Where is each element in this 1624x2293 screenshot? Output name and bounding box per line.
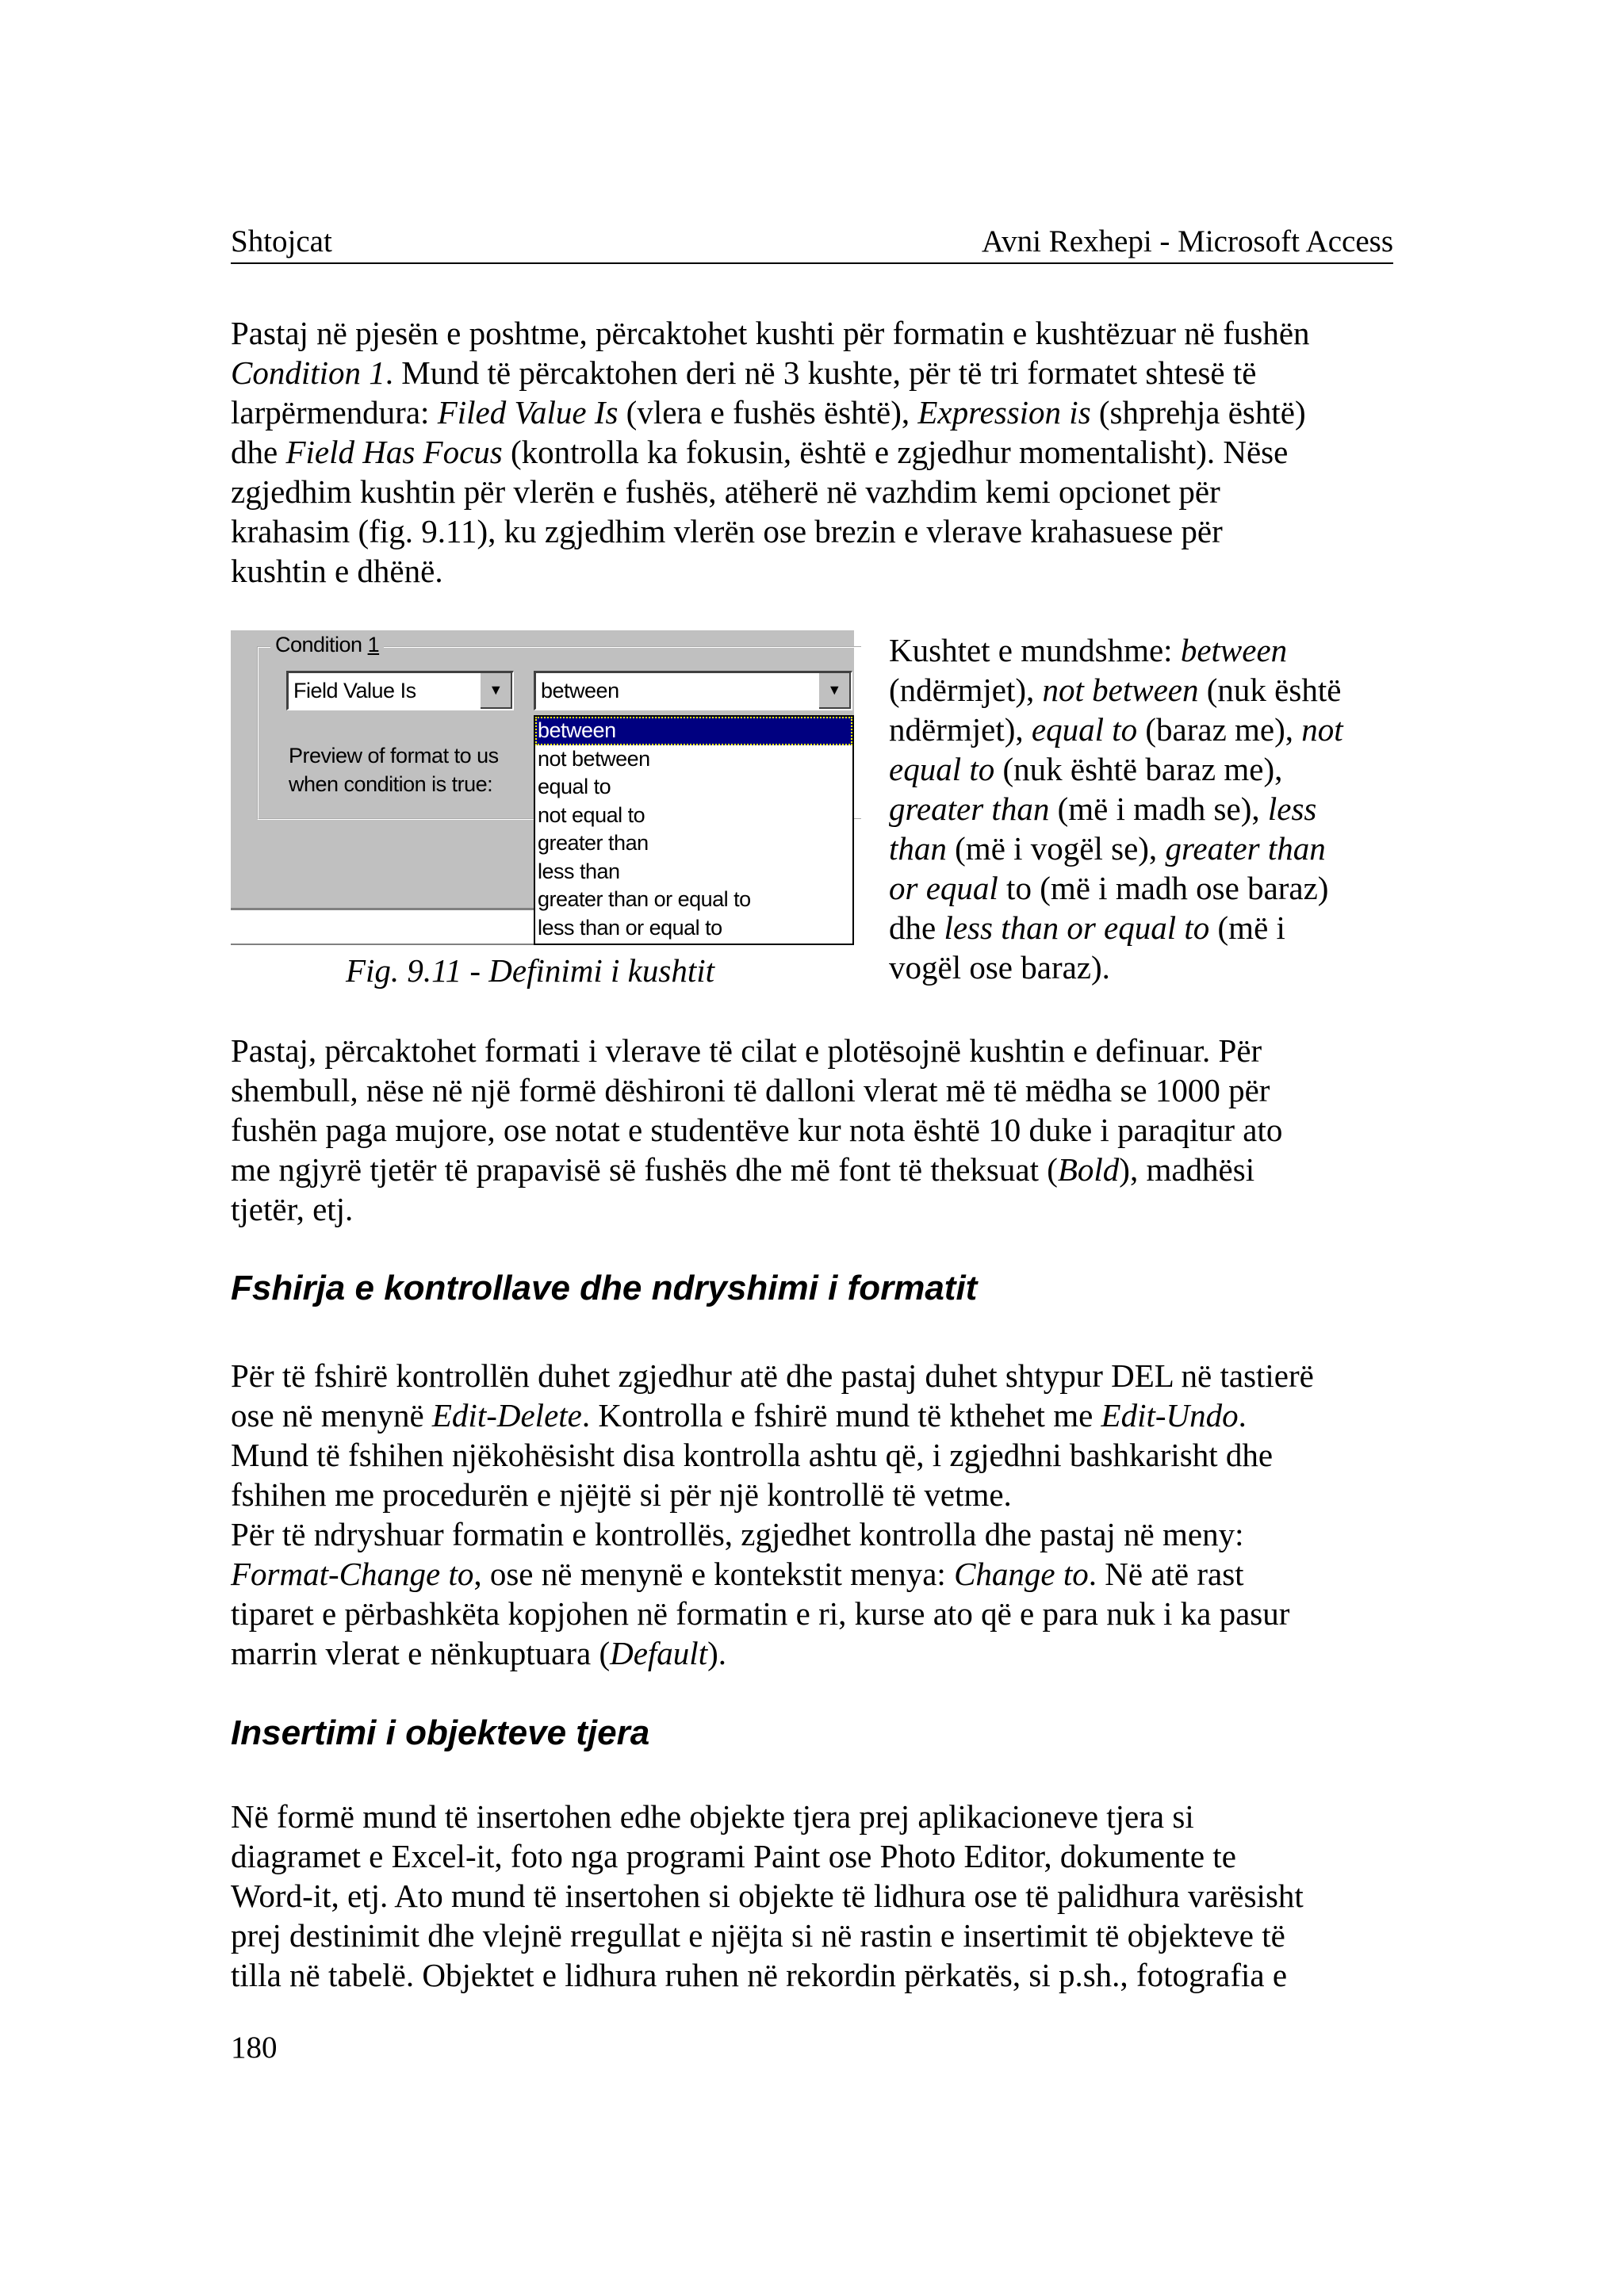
- text-line: [889, 749, 1343, 789]
- text-line: [231, 1955, 1404, 1995]
- text-run: ).: [707, 1635, 726, 1671]
- paragraph-conditions: [889, 630, 1343, 987]
- figure-condition-dialog: [231, 630, 854, 948]
- text-run: (më i vogël se),: [946, 830, 1166, 867]
- italic-term: or equal: [889, 870, 998, 906]
- dropdown-option[interactable]: not equal to: [538, 802, 645, 827]
- text-line: [889, 670, 1343, 710]
- text-run: (më i: [1209, 909, 1285, 946]
- text-run: dhe: [889, 909, 944, 946]
- text-run: ndërmjet),: [889, 711, 1032, 748]
- italic-term: than: [889, 830, 947, 867]
- dropdown-arrow-icon[interactable]: ▼: [819, 673, 851, 709]
- text-line: [231, 1189, 1404, 1229]
- text-line: [889, 868, 1343, 908]
- text-run: kushtin e dhënë.: [231, 553, 443, 589]
- text-run: shembull, nëse në një formë dëshironi të dalloni vlerat më të mëdha se 1000 për: [231, 1072, 1270, 1108]
- group-label-text: Condition: [275, 633, 368, 657]
- italic-term: Condition 1: [231, 354, 385, 391]
- text-run: . Mund të përcaktohen deri në 3 kushte, për të tri formatet shtesë të: [385, 354, 1257, 391]
- text-run: me ngjyrë tjetër të prapavisë së fushës dhe më font të theksuat (: [231, 1151, 1058, 1188]
- text-line: [231, 1514, 1404, 1554]
- text-line: [231, 511, 1404, 551]
- text-run: fshihen me procedurën e njëjtë si për një kontrollë të vetme.: [231, 1476, 1012, 1513]
- text-line: [889, 630, 1343, 670]
- text-run: to (më i madh ose baraz): [998, 870, 1329, 906]
- italic-term: not: [1301, 711, 1343, 748]
- text-run: (nuk është baraz me),: [994, 751, 1283, 787]
- italic-term: equal to: [889, 751, 995, 787]
- text-line: [889, 710, 1343, 749]
- paragraph-insert: [231, 1797, 1404, 1995]
- text-run: (kontrolla ka fokusin, është e zgjedhur momentalisht). Nëse: [502, 434, 1289, 470]
- running-header-left: Shtojcat: [231, 224, 332, 258]
- text-line: [889, 789, 1343, 829]
- field-value-combo[interactable]: [286, 671, 514, 710]
- page-number: 180: [231, 2031, 278, 2065]
- section-heading-insert: Insertimi i objekteve tjera: [231, 1713, 650, 1752]
- field-value-combo-value: Field Value Is: [293, 679, 416, 702]
- text-line: [231, 392, 1404, 432]
- dropdown-option[interactable]: greater than: [538, 831, 649, 855]
- dropdown-option[interactable]: equal to: [538, 775, 611, 798]
- preview-label-line1: Preview of format to us: [289, 744, 499, 768]
- text-run: (shprehja është): [1090, 394, 1306, 431]
- italic-term: Format-Change to: [231, 1556, 474, 1592]
- text-run: Pastaj, përcaktohet formati i vlerave të cilat e plotësojnë kushtin e definuar. Për: [231, 1032, 1262, 1069]
- preview-label-line2: when condition is true:: [289, 772, 493, 796]
- italic-term: Edit-Delete: [431, 1397, 582, 1434]
- italic-term: not between: [1042, 672, 1199, 708]
- figure-bottom-line: [231, 944, 548, 945]
- text-run: . Kontrolla e fshirë mund të kthehet me: [581, 1397, 1101, 1434]
- text-line: [231, 472, 1404, 511]
- operator-combo[interactable]: [534, 671, 852, 710]
- text-run: krahasim (fig. 9.11), ku zgjedhim vlerën ose brezin e vlerave krahasuese për: [231, 513, 1223, 549]
- text-line: [231, 1594, 1404, 1633]
- text-line: [231, 1150, 1404, 1189]
- text-run: (nuk është: [1198, 672, 1342, 708]
- italic-term: Default: [610, 1635, 708, 1671]
- italic-term: less than or equal to: [944, 909, 1210, 946]
- italic-term: Filed Value Is: [437, 394, 619, 431]
- text-line: [231, 432, 1404, 472]
- running-header-right: Avni Rexhepi - Microsoft Access: [981, 224, 1393, 258]
- text-run: (më i madh se),: [1049, 790, 1268, 827]
- text-run: (ndërmjet),: [889, 672, 1043, 708]
- text-line: [231, 1356, 1404, 1395]
- text-run: tjetër, etj.: [231, 1191, 354, 1227]
- dropdown-option[interactable]: less than: [538, 859, 620, 883]
- italic-term: Bold: [1057, 1151, 1120, 1188]
- text-line: [231, 1633, 1404, 1673]
- italic-term: Expression is: [917, 394, 1091, 431]
- text-run: ose në menynë: [231, 1397, 432, 1434]
- italic-term: greater than: [889, 790, 1050, 827]
- text-run: Pastaj në pjesën e poshtme, përcaktohet kushti për formatin e kushtëzuar në fushën: [231, 315, 1310, 351]
- section-heading-delete: Fshirja e kontrollave dhe ndryshimi i formatit: [231, 1269, 978, 1307]
- text-line: [231, 1916, 1404, 1955]
- dropdown-option[interactable]: less than or equal to: [538, 915, 722, 940]
- paragraph-intro: [231, 313, 1404, 591]
- italic-term: between: [1180, 632, 1288, 668]
- paragraph-delete: [231, 1356, 1404, 1673]
- italic-term: Change to: [954, 1556, 1089, 1592]
- text-run: Word-it, etj. Ato mund të insertohen si objekte të lidhura ose të palidhura varësisht: [231, 1878, 1304, 1914]
- text-run: prej destinimit dhe vlejnë rregullat e njëjta si në rastin e insertimit të objekteve të: [231, 1917, 1285, 1954]
- text-line: [889, 908, 1343, 947]
- text-run: Për të ndryshuar formatin e kontrollës, zgjedhet kontrolla dhe pastaj në meny:: [231, 1516, 1244, 1552]
- italic-term: Field Has Focus: [285, 434, 503, 470]
- header-rule: [231, 262, 1393, 264]
- condition-group-label: [270, 633, 384, 657]
- italic-term: less: [1267, 790, 1317, 827]
- text-line: [231, 1876, 1404, 1916]
- text-run: (baraz me),: [1137, 711, 1302, 748]
- operator-combo-value: between: [541, 679, 619, 702]
- text-run: Për të fshirë kontrollën duhet zgjedhur atë dhe pastaj duhet shtypur DEL në tastierë: [231, 1357, 1314, 1394]
- text-run: fushën paga mujore, ose notat e studentëve kur nota është 10 duke i paraqitur ato: [231, 1112, 1283, 1148]
- text-line: [231, 1110, 1404, 1150]
- text-run: (vlera e fushës është),: [618, 394, 918, 431]
- text-line: [231, 1435, 1404, 1475]
- text-line: [231, 1554, 1404, 1594]
- text-line: [231, 551, 1404, 591]
- text-line: [231, 1475, 1404, 1514]
- text-run: tiparet e përbashkëta kopjohen në formatin e ri, kurse ato që e para nuk i ka pasur: [231, 1595, 1290, 1632]
- text-run: vogël ose baraz).: [889, 949, 1110, 986]
- text-run: .: [1238, 1397, 1247, 1434]
- text-line: [231, 1031, 1404, 1070]
- text-run: Në formë mund të insertohen edhe objekte tjera prej aplikacioneve tjera si: [231, 1798, 1194, 1835]
- preview-label: [289, 741, 499, 798]
- paragraph-format: [231, 1031, 1404, 1229]
- text-line: [231, 1836, 1404, 1876]
- text-run: . Në atë rast: [1088, 1556, 1244, 1592]
- italic-term: greater than: [1165, 830, 1326, 867]
- text-line: [889, 947, 1343, 987]
- text-line: [231, 313, 1404, 353]
- text-line: [231, 1070, 1404, 1110]
- text-run: ), madhësi: [1119, 1151, 1255, 1188]
- text-line: [231, 353, 1404, 392]
- text-line: [231, 1797, 1404, 1836]
- text-run: , ose në menynë e kontekstit menya:: [473, 1556, 955, 1592]
- operator-dropdown-list[interactable]: [534, 715, 854, 945]
- text-run: marrin vlerat e nënkuptuara (: [231, 1635, 611, 1671]
- text-run: tilla në tabelë. Objektet e lidhura ruhen në rekordin përkatës, si p.sh., fotografia e: [231, 1957, 1288, 1993]
- text-line: [889, 829, 1343, 868]
- text-run: Mund të fshihen njëkohësisht disa kontrolla ashtu që, i zgjedhni bashkarisht dhe: [231, 1437, 1274, 1473]
- dropdown-option[interactable]: greater than or equal to: [538, 887, 751, 911]
- text-run: diagramet e Excel-it, foto nga programi Paint ose Photo Editor, dokumente te: [231, 1838, 1236, 1874]
- text-run: zgjedhim kushtin për vlerën e fushës, atëherë në vazhdim kemi opcionet për: [231, 473, 1220, 510]
- figure-caption: Fig. 9.11 - Definimi i kushtit: [346, 952, 714, 989]
- italic-term: Edit-Undo: [1101, 1397, 1239, 1434]
- text-run: dhe: [231, 434, 286, 470]
- text-line: [231, 1395, 1404, 1435]
- dropdown-option[interactable]: between: [535, 717, 852, 745]
- group-label-accesskey: 1: [367, 633, 380, 657]
- italic-term: equal to: [1031, 711, 1138, 748]
- dropdown-arrow-icon[interactable]: ▼: [481, 673, 512, 709]
- text-run: larpërmendura:: [231, 394, 438, 431]
- text-run: Kushtet e mundshme:: [889, 632, 1181, 668]
- dropdown-option[interactable]: not between: [538, 746, 650, 771]
